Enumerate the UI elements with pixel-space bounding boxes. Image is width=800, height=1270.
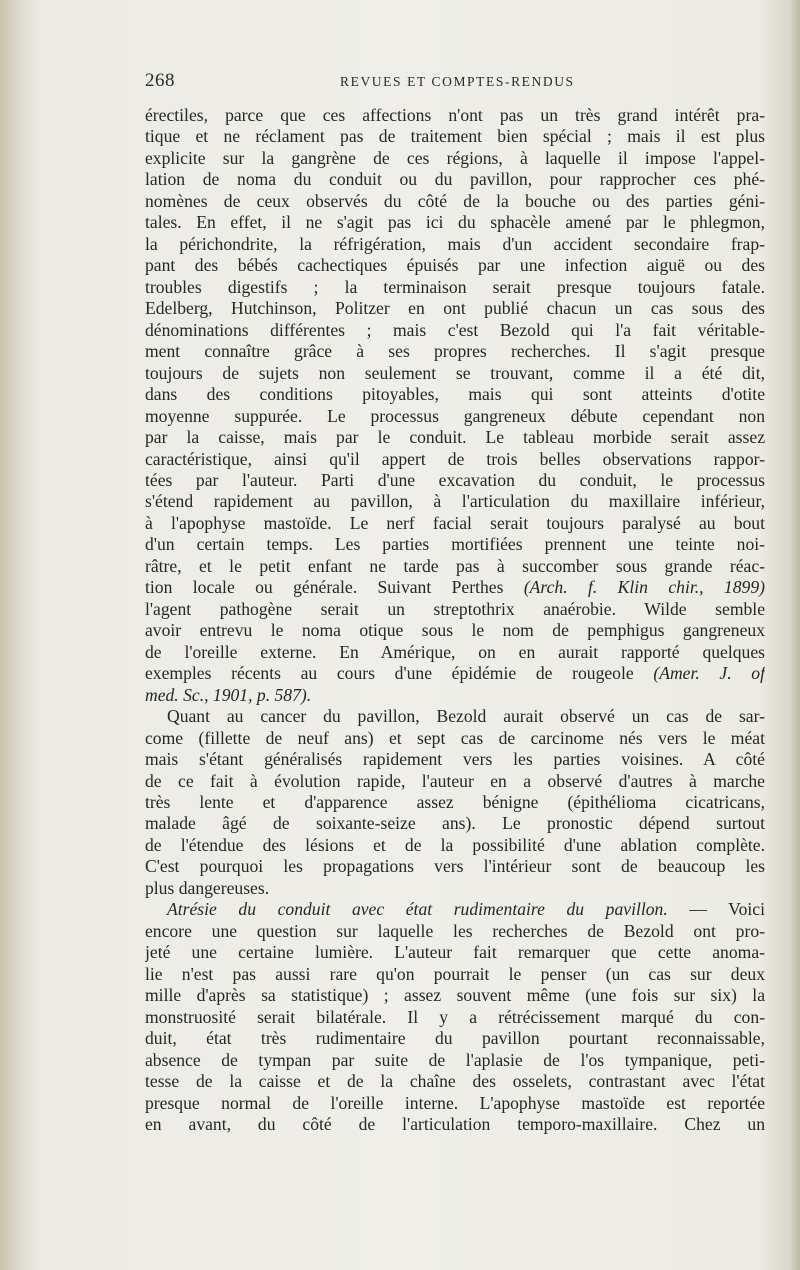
text-line: Quant au cancer du pavillon, Bezold aurait observé un cas de sar- (167, 706, 765, 727)
text-line-amer (145, 663, 765, 684)
text-line: mais s'étant généralisés rapidement vers les parties voisines. A côté (145, 749, 765, 770)
text-line: avoir entrevu le noma otique sous le nom de pemphigus gangreneux (145, 620, 765, 641)
text-line: absence de tympan par suite de l'aplasie de l'os tympanique, peti- (145, 1049, 765, 1070)
text-line: l'agent pathogène serait un streptothrix anaérobie. Wilde semble (145, 598, 765, 619)
text-line: de l'étendue des lésions et de la possibilité d'une ablation complète. (145, 834, 765, 855)
text-line: caractéristique, ainsi qu'il appert de trois belles observations rappor- (145, 448, 765, 469)
text-line: plus dangereuses. (145, 877, 270, 898)
text-line: tesse de la caisse et de la chaîne des osselets, contrastant avec l'état (145, 1071, 765, 1092)
text-line: râtre, et le petit enfant ne tarde pas à succomber sous grande réac- (145, 555, 765, 576)
text-fragment: tion locale ou générale. Suivant Perthes (145, 577, 504, 598)
text-line: lie n'est pas aussi rare qu'on pourrait le penser (un cas sur deux (145, 963, 765, 984)
text-fragment: exemples récents au cours d'une épidémie de rougeole (145, 663, 634, 684)
text-line: Edelberg, Hutchinson, Politzer en ont publié chacun un cas sous des (145, 298, 765, 319)
text-line: pant des bébés cachectiques épuisés par une infection aiguë ou des (145, 255, 765, 276)
text-line: mille d'après sa statistique) ; assez souvent même (une fois sur six) la (145, 985, 765, 1006)
text-line: troubles digestifs ; la terminaison serait presque toujours fatale. (145, 276, 765, 297)
text-line: explicite sur la gangrène de ces régions, à laquelle il impose l'appel- (145, 147, 765, 168)
page-number: 268 (145, 70, 175, 91)
text-line: à l'apophyse mastoïde. Le nerf facial serait toujours paralysé au bout (145, 512, 765, 533)
text-line: de l'oreille externe. En Amérique, on en aurait rapporté quelques (145, 641, 765, 662)
section-heading-atresia: Atrésie du conduit avec état rudimentaire du pavillon. (167, 899, 668, 920)
text-line: par la caisse, mais par le conduit. Le tableau morbide serait assez (145, 427, 765, 448)
body-text (145, 105, 765, 1136)
text-line: tées par l'auteur. Parti d'une excavation du conduit, le processus (145, 469, 765, 490)
text-line: duit, état très rudimentaire du pavillon pourtant reconnaissable, (145, 1028, 765, 1049)
text-line: de ce fait à évolution rapide, l'auteur en a observé d'autres à marche (145, 770, 765, 791)
text-line: tique et ne réclament pas de traitement bien spécial ; mais il est plus (145, 126, 765, 147)
citation-perthes: (Arch. f. Klin chir., 1899) (523, 577, 765, 598)
text-line: moyenne suppurée. Le processus gangreneux débute cependant non (145, 405, 765, 426)
page-header (145, 70, 765, 94)
text-line: C'est pourquoi les propagations vers l'intérieur sont de beaucoup les (145, 856, 765, 877)
text-line: toujours de sujets non seulement se trouvant, comme il a été dit, (145, 362, 765, 383)
text-line: malade âgé de soixante-seize ans). Le pronostic dépend surtout (145, 813, 765, 834)
text-line: monstruosité serait bilatérale. Il y a rétrécissement marqué du con- (145, 1006, 765, 1027)
text-line: d'un certain temps. Les parties mortifiées prennent une teinte noi- (145, 534, 765, 555)
text-line: come (fillette de neuf ans) et sept cas de carcinome nés vers le méat (145, 727, 765, 748)
text-line: encore une question sur laquelle les recherches de Bezold ont pro- (145, 920, 765, 941)
text-line: la périchondrite, la réfrigération, mais d'un accident secondaire frap- (145, 233, 765, 254)
text-line: jeté une certaine lumière. L'auteur fait remarquer que cette anoma- (145, 942, 765, 963)
citation-amer: (Amer. J. of (653, 663, 765, 684)
text-line: érectiles, parce que ces affections n'ont pas un très grand intérêt pra- (145, 105, 765, 125)
section-heading-line (145, 899, 765, 920)
text-line: nomènes de ceux observés du côté de la bouche ou des parties géni- (145, 190, 765, 211)
text-line: dénominations différentes ; mais c'est Bezold qui l'a fait véritable- (145, 319, 765, 340)
text-line: lation de noma du conduit ou du pavillon, pour rapprocher ces phé- (145, 169, 765, 190)
text-line: dans des conditions pitoyables, mais qui sont atteints d'otite (145, 384, 765, 405)
text-line: très lente et d'apparence assez bénigne (épithélioma cicatricans, (145, 792, 765, 812)
text-line: tales. En effet, il ne s'agit pas ici du sphacèle amené par le phlegmon, (145, 212, 765, 233)
text-fragment: — Voici (667, 899, 765, 920)
text-line: s'étend rapidement au pavillon, à l'articulation du maxillaire inférieur, (145, 491, 765, 512)
text-line-perthes (145, 577, 765, 598)
citation-amer-continued: med. Sc., 1901, p. 587). (145, 684, 312, 705)
text-line: presque normal de l'oreille interne. L'apophyse mastoïde est reportée (145, 1092, 765, 1113)
text-line: ment connaître grâce à ses propres recherches. Il s'agit presque (145, 341, 765, 362)
running-title: REVUES ET COMPTES-RENDUS (340, 74, 575, 89)
text-line: en avant, du côté de l'articulation temporo-maxillaire. Chez un (145, 1114, 765, 1135)
